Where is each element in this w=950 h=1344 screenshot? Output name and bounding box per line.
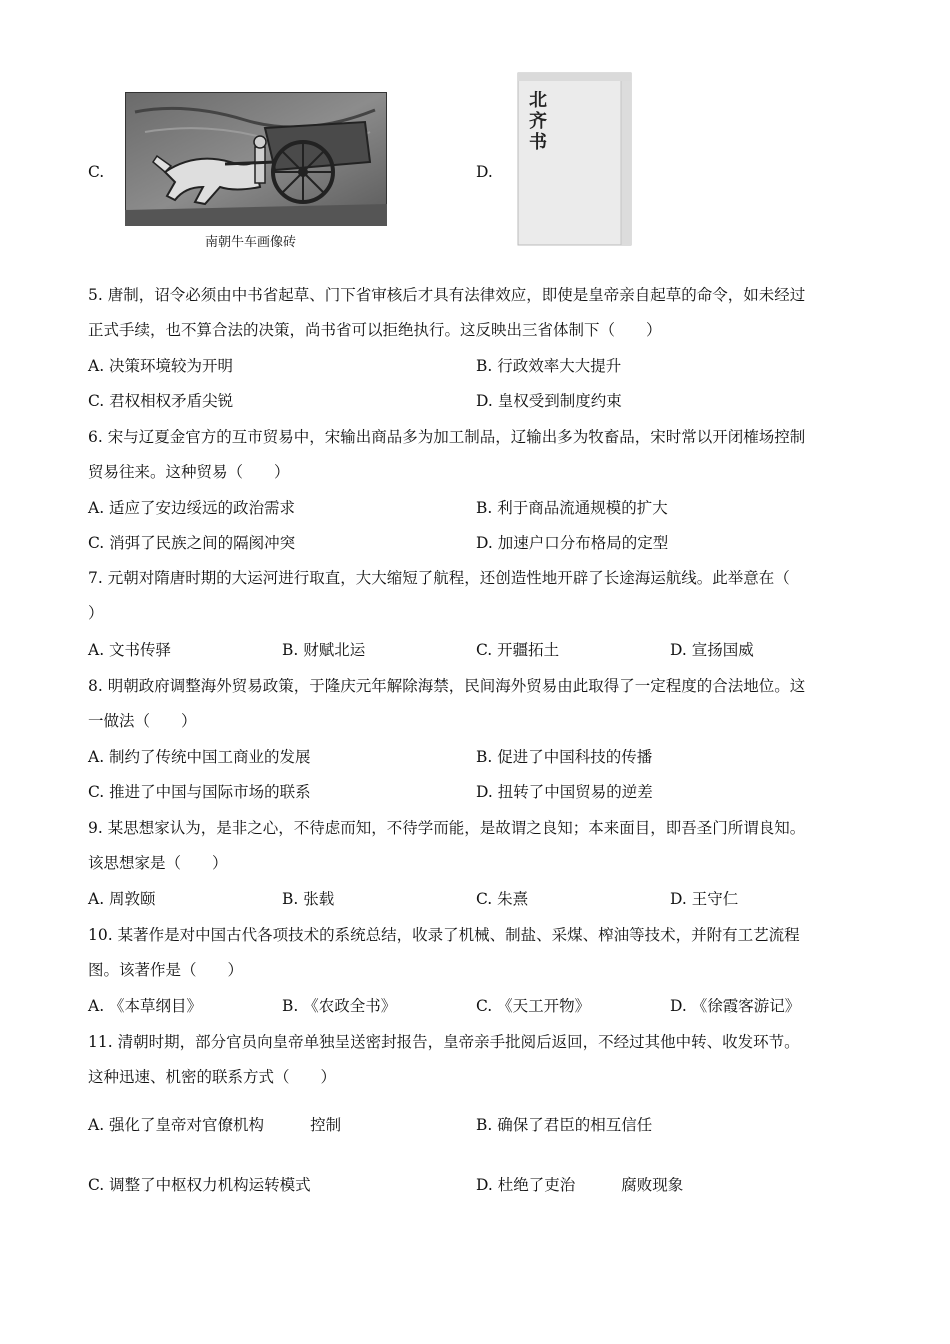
question-5-option-a[interactable]: A. 决策环境较为开明 [88, 357, 234, 375]
ox-cart-brick-relief-image [125, 92, 387, 226]
question-11-option-a-text-before: A. 强化了皇帝对官僚机构 [88, 1116, 265, 1134]
question-6-options-row-1 [88, 491, 878, 526]
question-11-option-a[interactable] [88, 1108, 341, 1143]
question-11-option-d-text-before: D. 杜绝了吏治 [476, 1176, 576, 1194]
question-5-options-row-2 [88, 384, 878, 419]
question-11-option-a-text-after: 控制 [310, 1116, 342, 1134]
question-7-option-d[interactable]: D. 宣扬国威 [670, 641, 754, 659]
question-9-option-d[interactable]: D. 王守仁 [670, 890, 739, 908]
question-11-stem-line-2: 这种迅速、机密的联系方式（ ） [88, 1068, 337, 1086]
question-11-option-c[interactable]: C. 调整了中枢权力机构运转模式 [88, 1176, 311, 1194]
option-c-image [125, 92, 387, 250]
question-11-options-row-2 [88, 1168, 878, 1203]
question-7-option-c[interactable]: C. 开疆拓土 [476, 641, 560, 659]
question-11-option-d[interactable] [476, 1168, 683, 1203]
question-8-options-row-1 [88, 740, 878, 775]
question-10-option-a[interactable]: A. 《本草纲目》 [88, 997, 203, 1015]
question-6-option-b[interactable]: B. 利于商品流通规模的扩大 [476, 499, 668, 517]
question-8-option-d[interactable]: D. 扭转了中国贸易的逆差 [476, 783, 653, 801]
question-10-option-b[interactable]: B. 《农政全书》 [282, 997, 397, 1015]
question-8-stem-line-2: 一做法（ ） [88, 712, 197, 730]
question-10-stem [88, 918, 863, 988]
question-10-option-d[interactable]: D. 《徐霞客游记》 [670, 997, 801, 1015]
question-11-options-row-1 [88, 1108, 878, 1143]
option-c-caption: 南朝牛车画像砖 [205, 235, 297, 250]
question-9-option-b[interactable]: B. 张载 [282, 890, 335, 908]
question-11-option-d-text-after: 腐败现象 [621, 1176, 684, 1194]
question-9-option-a[interactable]: A. 周敦颐 [88, 890, 156, 908]
question-7-option-b[interactable]: B. 财赋北运 [282, 641, 366, 659]
question-6-stem [88, 420, 863, 490]
question-6-stem-line-1: 6. 宋与辽夏金官方的互市贸易中，宋输出商品多为加工制品，辽输出多为牧畜品，宋时常以开闭榷场控制 [88, 428, 806, 446]
question-7-option-a[interactable]: A. 文书传驿 [88, 641, 172, 659]
question-5-option-c[interactable]: C. 君权相权矛盾尖锐 [88, 392, 234, 410]
question-8-options-row-2 [88, 775, 878, 810]
option-c-letter: C. [88, 163, 105, 181]
question-6-option-c[interactable]: C. 消弭了民族之间的隔阂冲突 [88, 534, 296, 552]
question-8-option-c[interactable]: C. 推进了中国与国际市场的联系 [88, 783, 311, 801]
question-5-option-b[interactable]: B. 行政效率大大提升 [476, 357, 622, 375]
question-9-option-c[interactable]: C. 朱熹 [476, 890, 529, 908]
question-7-stem-line-1: 7. 元朝对隋唐时期的大运河进行取直，大大缩短了航程，还创造性地开辟了长途海运航线。此举意在（ [88, 569, 790, 587]
question-9-stem-line-2: 该思想家是（ ） [88, 854, 228, 872]
question-7-options-row [88, 633, 878, 668]
question-6-option-a[interactable]: A. 适应了安边绥远的政治需求 [88, 499, 296, 517]
question-8-option-a[interactable]: A. 制约了传统中国工商业的发展 [88, 748, 311, 766]
question-5-options-row-1 [88, 349, 878, 384]
question-11-stem [88, 1025, 863, 1095]
question-11-option-b[interactable]: B. 确保了君臣的相互信任 [476, 1116, 653, 1134]
option-d-letter: D. [476, 163, 493, 181]
question-6-option-d[interactable]: D. 加速户口分布格局的定型 [476, 534, 669, 552]
option-d-image [517, 72, 632, 246]
question-8-stem-line-1: 8. 明朝政府调整海外贸易政策，于隆庆元年解除海禁，民间海外贸易由此取得了一定程度的合法地位。这 [88, 677, 806, 695]
question-5-stem-line-1: 5. 唐制，诏令必须由中书省起草、门下省审核后才具有法律效应，即使是皇帝亲自起草的命令，如未经过 [88, 286, 806, 304]
question-5-option-d[interactable]: D. 皇权受到制度约束 [476, 392, 622, 410]
question-9-stem-line-1: 9. 某思想家认为，是非之心，不待虑而知，不待学而能，是故谓之良知；本来面目，即吾圣门所谓良知。 [88, 819, 806, 837]
question-8-option-b[interactable]: B. 促进了中国科技的传播 [476, 748, 653, 766]
question-7-stem [88, 561, 863, 631]
question-10-stem-line-2: 图。该著作是（ ） [88, 961, 244, 979]
question-10-stem-line-1: 10. 某著作是对中国古代各项技术的系统总结，收录了机械、制盐、采煤、榨油等技术，并附有工艺流程 [88, 926, 800, 944]
question-9-options-row [88, 882, 878, 917]
question-11-stem-line-1: 11. 清朝时期，部分官员向皇帝单独呈送密封报告，皇帝亲手批阅后返回，不经过其他中转、收发环节。 [88, 1033, 800, 1051]
question-5-stem-line-2: 正式手续，也不算合法的决策，尚书省可以拒绝执行。这反映出三省体制下（ ） [88, 321, 662, 339]
question-10-option-c[interactable]: C. 《天工开物》 [476, 997, 591, 1015]
question-6-options-row-2 [88, 526, 878, 561]
question-8-stem [88, 669, 863, 739]
question-7-stem-line-2: ） [88, 604, 104, 622]
question-10-options-row [88, 989, 878, 1024]
question-6-stem-line-2: 贸易往来。这种贸易（ ） [88, 463, 290, 481]
question-5-stem [88, 278, 863, 348]
book-cover-title: 北齐书 [526, 90, 547, 153]
question-9-stem [88, 811, 863, 881]
